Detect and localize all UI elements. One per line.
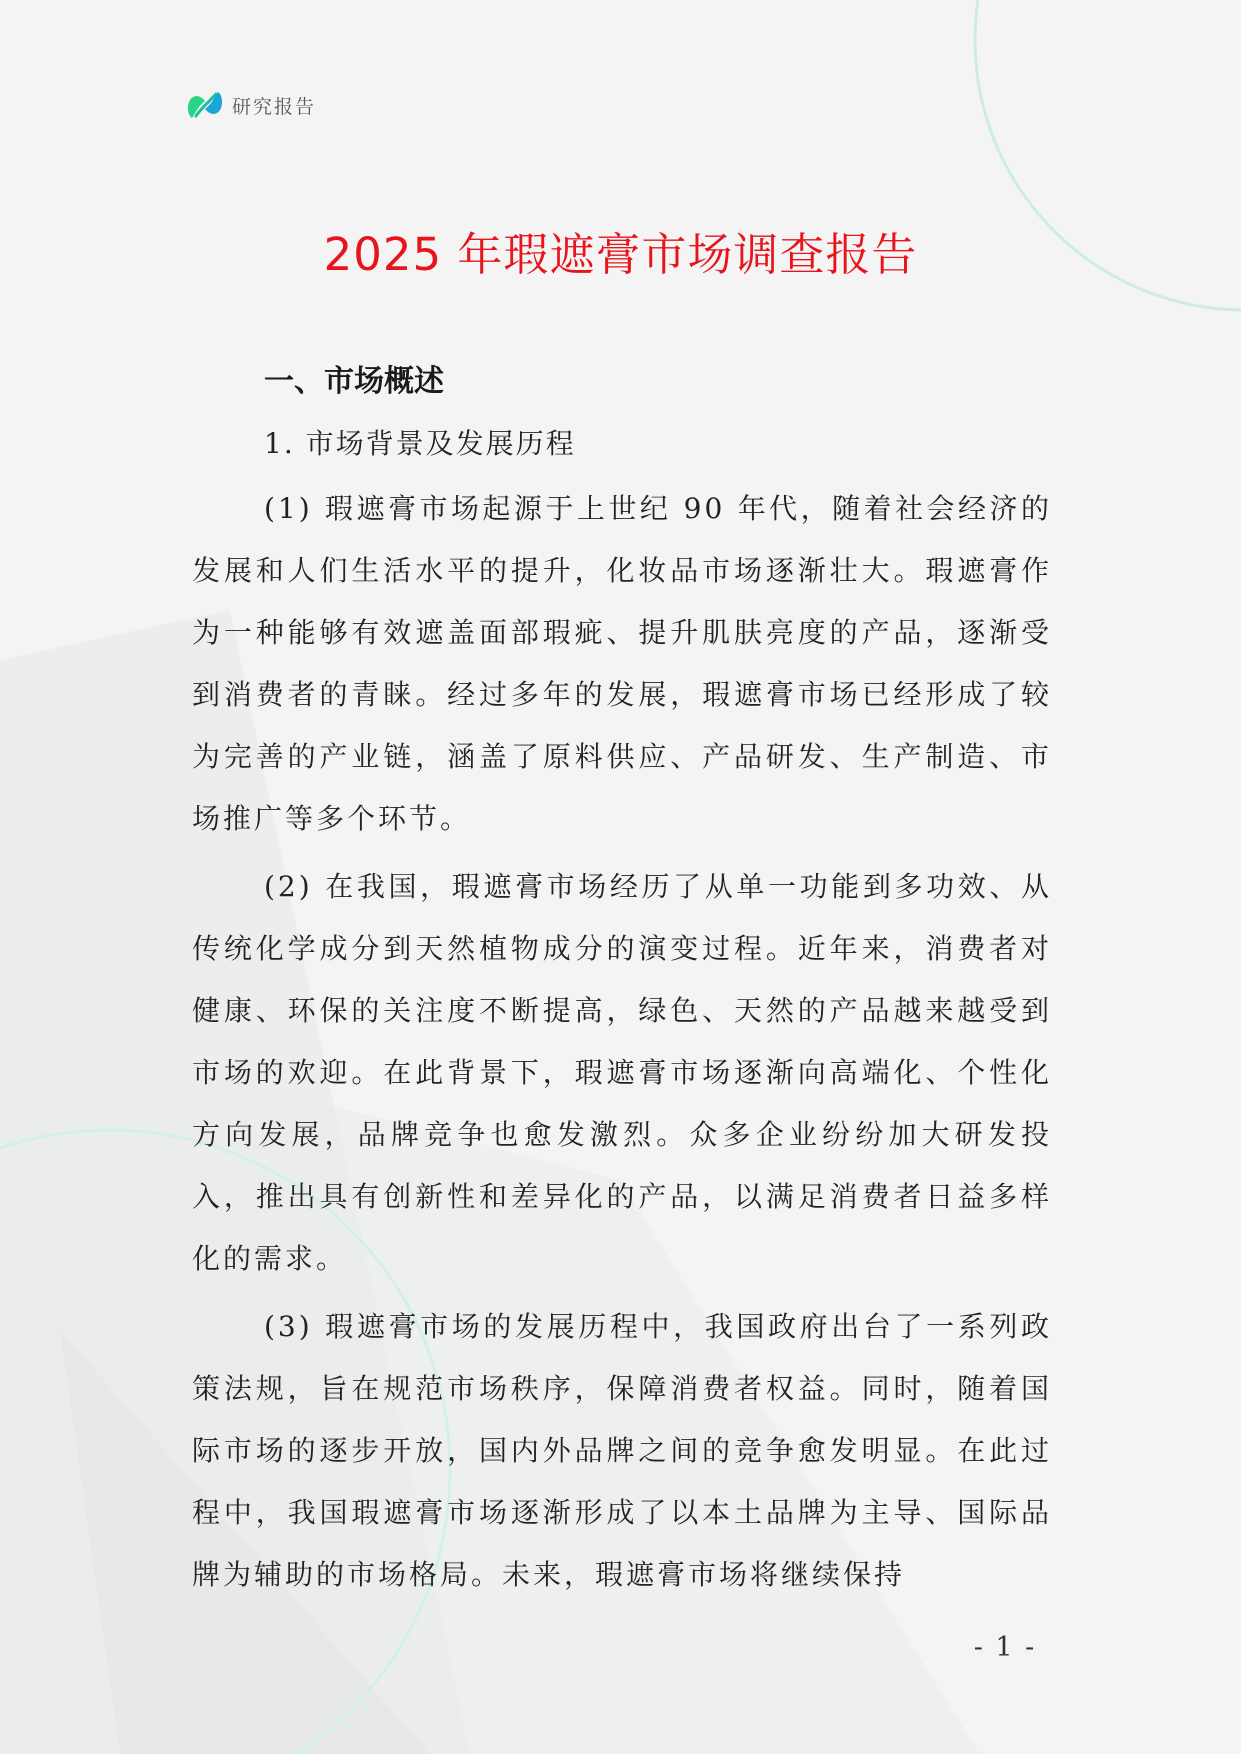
section-heading: 一、市场概述 (264, 364, 444, 399)
paragraph-3: (3) 瑕遮膏市场的发展历程中，我国政府出台了一系列政策法规，旨在规范市场秩序，保障消费者权益。同时，随着国际市场的逐步开放，国内外品牌之间的竞争愈发明显。在此过程中，我国瑕遮膏市场逐渐形成了以本土品牌为主导、国际品牌为辅助的市场格局。未来，瑕遮膏市场将继续保持 (192, 1310, 1052, 1591)
paragraph-1: (1) 瑕遮膏市场起源于上世纪 90 年代，随着社会经济的发展和人们生活水平的提升，化妆品市场逐渐壮大。瑕遮膏作为一种能够有效遮盖面部瑕疵、提升肌肤亮度的产品，逐渐受到消费者的青睐。经过多年的发展，瑕遮膏市场已经形成了较为完善的产业链，涵盖了原料供应、产品研发、生产制造、市场推广等多个环节。 (192, 492, 1052, 835)
document-body (192, 354, 1052, 1606)
paragraph-2: (2) 在我国，瑕遮膏市场经历了从单一功能到多功效、从传统化学成分到天然植物成分的演变过程。近年来，消费者对健康、环保的关注度不断提高，绿色、天然的产品越来越受到市场的欢迎。在此背景下，瑕遮膏市场逐渐向高端化、个性化方向发展，品牌竞争也愈发激烈。众多企业纷纷加大研发投入，推出具有创新性和差异化的产品，以满足消费者日益多样化的需求。 (192, 870, 1052, 1275)
brand-logo-icon (186, 88, 224, 122)
subsection-heading: 1. 市场背景及发展历程 (264, 427, 576, 460)
page-number: - 1 - (973, 1632, 1037, 1663)
brand-label: 研究报告 (232, 95, 317, 118)
document-title: 2025 年瑕遮膏市场调查报告 (323, 228, 918, 281)
brand-header (186, 88, 316, 122)
